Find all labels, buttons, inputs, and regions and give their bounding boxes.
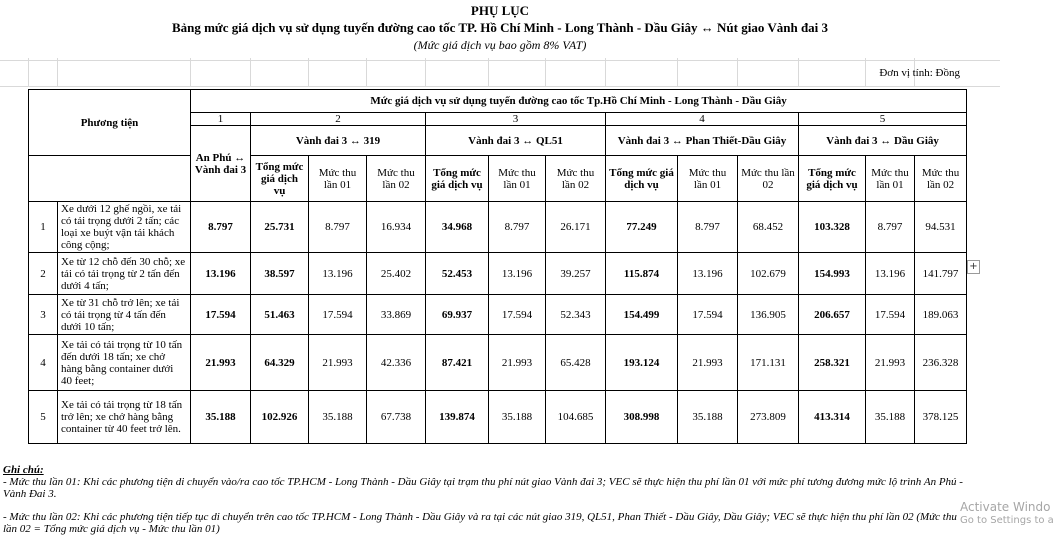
total-price: 51.463 — [251, 295, 309, 335]
first-charge: 21.993 — [489, 335, 546, 391]
column-number: 2 — [251, 113, 426, 126]
first-charge: 35.188 — [866, 391, 915, 444]
first-charge: 13.196 — [489, 253, 546, 295]
second-charge-header: Mức thu lần 02 — [367, 156, 426, 202]
segment-header-dau-giay: Vành đai 3 ↔ Dầu Giây — [799, 126, 967, 156]
row-number: 3 — [29, 295, 58, 335]
sheet-gridline — [488, 58, 489, 86]
second-charge-header: Mức thu lần 02 — [738, 156, 799, 202]
first-charge: 13.196 — [866, 253, 915, 295]
first-charge-header: Mức thu lần 01 — [309, 156, 367, 202]
second-charge: 65.428 — [546, 335, 606, 391]
total-price-header: Tổng mức giá dịch vụ — [426, 156, 489, 202]
notes-title: Ghi chú: — [3, 464, 44, 476]
first-charge-header: Mức thu lần 01 — [678, 156, 738, 202]
sheet-gridline — [425, 58, 426, 86]
table-row — [29, 202, 967, 253]
segment-header-phan-thiet: Vành đai 3 ↔ Phan Thiết-Dầu Giây — [606, 126, 799, 156]
sheet-gridline — [737, 58, 738, 86]
vehicle-type: Xe từ 12 chỗ đến 30 chỗ; xe tải có tải trọng từ 2 tấn đến dưới 4 tấn; — [58, 253, 191, 295]
second-charge: 94.531 — [915, 202, 967, 253]
sheet-gridline — [190, 58, 191, 86]
total-price: 52.453 — [426, 253, 489, 295]
second-charge-header: Mức thu lần 02 — [546, 156, 606, 202]
note-second-charge: - Mức thu lần 02: Khi các phương tiện tiếp tục di chuyển trên cao tốc TP.HCM - Long Thành - Dầu Giây và ra tại các nút giao 319, QL51, Phan Thiết - Dầu Giây, Dầu Giây; VEC sẽ thực hiện thu phí lần 02 (Mức thu lần 02 = Tổng mức giá dịch vụ - Mức thu lần 01) — [3, 511, 957, 535]
header-row-group — [29, 90, 967, 113]
total-price-header: Tổng mức giá dịch vụ — [606, 156, 678, 202]
second-charge: 171.131 — [738, 335, 799, 391]
an-phu-price: 8.797 — [191, 202, 251, 253]
second-charge: 26.171 — [546, 202, 606, 253]
column-number: 4 — [606, 113, 799, 126]
total-price-header: Tổng mức giá dịch vụ — [799, 156, 866, 202]
an-phu-price: 21.993 — [191, 335, 251, 391]
row-number: 4 — [29, 335, 58, 391]
total-price: 258.321 — [799, 335, 866, 391]
appendix-title: PHỤ LỤC — [470, 3, 530, 18]
sheet-gridline — [545, 58, 546, 86]
price-group-header: Mức giá dịch vụ sử dụng tuyến đường cao tốc Tp.Hồ Chí Minh - Long Thành - Dầu Giây — [191, 90, 967, 113]
second-charge: 104.685 — [546, 391, 606, 444]
first-charge: 8.797 — [309, 202, 367, 253]
table-row — [29, 391, 967, 444]
first-charge: 21.993 — [309, 335, 367, 391]
notes-section — [3, 464, 973, 535]
sheet-gridline — [28, 58, 29, 86]
total-price: 193.124 — [606, 335, 678, 391]
second-charge-header: Mức thu lần 02 — [915, 156, 967, 202]
column-number: 3 — [426, 113, 606, 126]
first-charge-header: Mức thu lần 01 — [866, 156, 915, 202]
first-charge: 21.993 — [866, 335, 915, 391]
second-charge: 33.869 — [367, 295, 426, 335]
table-row — [29, 295, 967, 335]
total-price: 115.874 — [606, 253, 678, 295]
second-charge: 39.257 — [546, 253, 606, 295]
first-charge: 17.594 — [489, 295, 546, 335]
sheet-gridline — [0, 86, 1000, 87]
first-charge: 35.188 — [489, 391, 546, 444]
first-charge: 17.594 — [678, 295, 738, 335]
first-charge: 13.196 — [309, 253, 367, 295]
column-number: 1 — [191, 113, 251, 126]
segment-header-an-phu: An Phú ↔ Vành đai 3 — [191, 126, 251, 202]
second-charge: 378.125 — [915, 391, 967, 444]
header-row-subcolumns — [29, 156, 967, 202]
table-subtitle: Bảng mức giá dịch vụ sử dụng tuyến đường cao tốc TP. Hồ Chí Minh - Long Thành - Dầu Giây ↔ Nút giao Vành đai 3 — [171, 20, 829, 35]
row-number: 1 — [29, 202, 58, 253]
second-charge: 68.452 — [738, 202, 799, 253]
first-charge: 21.993 — [678, 335, 738, 391]
sheet-gridline — [865, 58, 866, 86]
total-price: 34.968 — [426, 202, 489, 253]
watermark-line: Go to Settings to a — [960, 515, 1054, 526]
sheet-gridline — [366, 58, 367, 86]
second-charge: 141.797 — [915, 253, 967, 295]
total-price: 69.937 — [426, 295, 489, 335]
vehicle-type: Xe tải có tải trọng từ 10 tấn đến dưới 18 tấn; xe chở hàng bằng container dưới 40 feet; — [58, 335, 191, 391]
second-charge: 273.809 — [738, 391, 799, 444]
second-charge: 67.738 — [367, 391, 426, 444]
toll-price-table — [28, 89, 967, 444]
column-number: 5 — [799, 113, 967, 126]
sheet-gridline — [57, 58, 58, 86]
total-price: 413.314 — [799, 391, 866, 444]
second-charge: 236.328 — [915, 335, 967, 391]
vehicle-column-header: Phương tiện — [29, 90, 191, 156]
second-charge: 25.402 — [367, 253, 426, 295]
total-price: 154.993 — [799, 253, 866, 295]
total-price: 38.597 — [251, 253, 309, 295]
row-number: 5 — [29, 391, 58, 444]
sheet-gridline — [605, 58, 606, 86]
first-charge: 13.196 — [678, 253, 738, 295]
an-phu-price: 35.188 — [191, 391, 251, 444]
second-charge: 102.679 — [738, 253, 799, 295]
sheet-gridline — [308, 58, 309, 86]
total-price: 154.499 — [606, 295, 678, 335]
table-row — [29, 335, 967, 391]
first-charge: 8.797 — [678, 202, 738, 253]
total-price: 206.657 — [799, 295, 866, 335]
second-charge: 189.063 — [915, 295, 967, 335]
vehicle-type: Xe dưới 12 ghế ngồi, xe tải có tải trọng dưới 2 tấn; các loại xe buýt vận tải khách công cộng; — [58, 202, 191, 253]
vat-note: (Mức giá dịch vụ bao gồm 8% VAT) — [413, 38, 587, 52]
sheet-gridline — [798, 58, 799, 86]
an-phu-price: 17.594 — [191, 295, 251, 335]
activate-windows-watermark — [960, 500, 1054, 528]
second-charge: 136.905 — [738, 295, 799, 335]
table-row — [29, 253, 967, 295]
first-charge: 8.797 — [866, 202, 915, 253]
first-charge: 35.188 — [309, 391, 367, 444]
note-first-charge: - Mức thu lần 01: Khi các phương tiện di chuyển vào/ra cao tốc TP.HCM - Long Thành - Dầu Giây tại trạm thu phí nút giao Vành đai 3; VEC sẽ thực hiện thu phí lần 01 với mức phí tương đương mức lộ trình An Phú - Vành Đai 3. — [3, 476, 963, 500]
total-price: 87.421 — [426, 335, 489, 391]
an-phu-price: 13.196 — [191, 253, 251, 295]
total-price: 77.249 — [606, 202, 678, 253]
vehicle-type: Xe từ 31 chỗ trở lên; xe tải có tải trọng từ 4 tấn đến dưới 10 tấn; — [58, 295, 191, 335]
total-price: 25.731 — [251, 202, 309, 253]
vehicle-type: Xe tải có tải trọng từ 18 tấn trở lên; xe chở hàng bằng container từ 40 feet trở lên. — [58, 391, 191, 444]
total-price-header: Tổng mức giá dịch vụ — [251, 156, 309, 202]
first-charge: 17.594 — [309, 295, 367, 335]
first-charge-header: Mức thu lần 01 — [489, 156, 546, 202]
watermark-line: Activate Windo — [960, 500, 1051, 514]
total-price: 64.329 — [251, 335, 309, 391]
blank-cell — [29, 156, 191, 202]
total-price: 102.926 — [251, 391, 309, 444]
unit-label: Đơn vị tính: Đồng — [879, 67, 960, 79]
expand-plus-icon[interactable]: + — [967, 260, 980, 274]
total-price: 139.874 — [426, 391, 489, 444]
first-charge: 35.188 — [678, 391, 738, 444]
total-price: 308.998 — [606, 391, 678, 444]
first-charge: 17.594 — [866, 295, 915, 335]
second-charge: 52.343 — [546, 295, 606, 335]
sheet-gridline — [677, 58, 678, 86]
total-price: 103.328 — [799, 202, 866, 253]
second-charge: 16.934 — [367, 202, 426, 253]
sheet-gridline — [250, 58, 251, 86]
sheet-gridline — [0, 60, 1000, 61]
second-charge: 42.336 — [367, 335, 426, 391]
first-charge: 8.797 — [489, 202, 546, 253]
segment-header-ql51: Vành đai 3 ↔ QL51 — [426, 126, 606, 156]
row-number: 2 — [29, 253, 58, 295]
segment-header-319: Vành đai 3 ↔ 319 — [251, 126, 426, 156]
